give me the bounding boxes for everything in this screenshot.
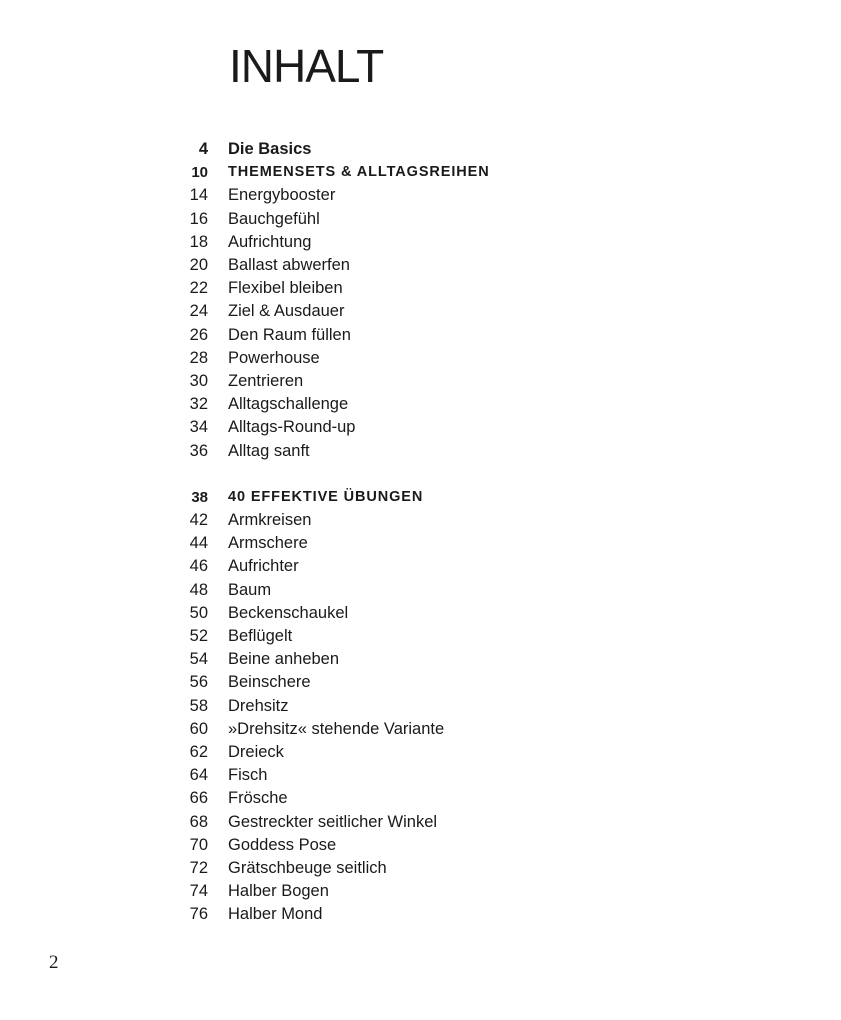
toc-page-number: 30 (189, 371, 208, 390)
toc-entry (170, 602, 690, 625)
toc-page-number: 54 (189, 650, 208, 669)
toc-page-number: 38 (191, 488, 208, 506)
toc-entry-label: Goddess Pose (228, 835, 337, 854)
toc-page-number: 72 (189, 858, 208, 877)
toc-entry-label: Gestreckter seitlicher Winkel (228, 812, 438, 831)
page-title: INHALT (229, 40, 384, 92)
toc-entry (170, 300, 690, 323)
toc-entry-label: Grätschbeuge seitlich (228, 858, 387, 877)
toc-entry (170, 416, 690, 439)
toc-entry (170, 347, 690, 370)
toc-entry (170, 648, 690, 671)
toc-page-number: 62 (189, 742, 208, 761)
toc-entry (170, 555, 690, 578)
toc-entry (170, 439, 690, 462)
toc-page-number: 66 (189, 789, 208, 808)
toc-entry-die-basics (170, 138, 690, 161)
toc-entry-label: Alltagschallenge (228, 395, 349, 414)
toc-page-number: 20 (189, 256, 208, 275)
toc-entry-label: Halber Bogen (228, 882, 329, 901)
toc-entry-label: Powerhouse (228, 348, 320, 367)
toc-page-number: 28 (189, 348, 208, 367)
toc-page-number: 32 (189, 395, 208, 414)
toc-entry-label: Beine anheben (228, 650, 340, 669)
toc-entry (170, 370, 690, 393)
toc-entry-label: Energybooster (228, 186, 336, 205)
toc-entry (170, 695, 690, 718)
toc-entry-label: Alltags-Round-up (228, 418, 356, 437)
page-number: 2 (49, 952, 59, 973)
toc-page-number: 44 (189, 534, 208, 553)
toc-entry-label: Zentrieren (228, 371, 304, 390)
toc-entry-label: Beflügelt (228, 627, 293, 646)
toc-page-number: 60 (189, 719, 208, 738)
toc-entry-label: Beinschere (228, 673, 311, 692)
toc-entry (170, 231, 690, 254)
toc-page-number: 50 (189, 603, 208, 622)
toc-page-number: 56 (189, 673, 208, 692)
toc-section-label: 40 EFFEKTIVE ÜBUNGEN (228, 488, 424, 505)
toc-entry (170, 532, 690, 555)
toc-page-number: 18 (189, 232, 208, 251)
toc-page-number: 52 (189, 627, 208, 646)
toc-page-number: 10 (191, 164, 208, 182)
section-spacer (170, 463, 690, 486)
toc-entry (170, 208, 690, 231)
toc-entry (170, 718, 690, 741)
toc-page-number: 26 (189, 325, 208, 344)
toc-entry (170, 857, 690, 880)
toc-entry (170, 903, 690, 926)
toc-entry-label: Bauchgefühl (228, 209, 320, 228)
toc-page-number: 64 (189, 766, 208, 785)
toc-entry-label: Drehsitz (228, 696, 289, 715)
toc-entry-label: Baum (228, 580, 272, 599)
toc-page-number: 22 (189, 279, 208, 298)
toc-page-number: 24 (189, 302, 208, 321)
toc-section-label: THEMENSETS & ALLTAGSREIHEN (228, 164, 490, 181)
toc-entry-label: Halber Mond (228, 905, 323, 924)
toc-entry (170, 625, 690, 648)
toc-entry-label: Flexibel bleiben (228, 279, 343, 298)
toc-entry (170, 764, 690, 787)
toc-entry-label: Die Basics (228, 140, 312, 159)
toc-entry-label: Den Raum füllen (228, 325, 351, 344)
toc-entry (170, 787, 690, 810)
toc-page-number: 74 (189, 882, 208, 901)
toc-page-number: 16 (189, 209, 208, 228)
toc-entry-label: Armschere (228, 534, 308, 553)
toc-entry-label: Beckenschaukel (228, 603, 349, 622)
toc-entry-label: Aufrichter (228, 557, 299, 576)
toc-page-number: 48 (189, 580, 208, 599)
toc-entry-label: Alltag sanft (228, 441, 310, 460)
table-of-contents (170, 138, 690, 926)
toc-section-themensets (170, 161, 690, 184)
toc-page-number: 68 (189, 812, 208, 831)
toc-section-uebungen (170, 486, 690, 509)
toc-entry-label: Aufrichtung (228, 232, 312, 251)
toc-entry-label: Ballast abwerfen (228, 256, 350, 275)
toc-entry (170, 277, 690, 300)
toc-entry-label: »Drehsitz« stehende Variante (228, 719, 445, 738)
toc-entry (170, 880, 690, 903)
toc-entry (170, 579, 690, 602)
toc-entry (170, 324, 690, 347)
toc-page-number: 36 (189, 441, 208, 460)
toc-page-number: 34 (189, 418, 208, 437)
toc-entry (170, 834, 690, 857)
toc-entry-label: Frösche (228, 789, 288, 808)
toc-entry (170, 393, 690, 416)
toc-page-number: 76 (189, 905, 208, 924)
toc-entry (170, 671, 690, 694)
toc-page-number: 58 (189, 696, 208, 715)
toc-entry (170, 741, 690, 764)
toc-entry-label: Dreieck (228, 742, 284, 761)
toc-entry-label: Armkreisen (228, 511, 312, 530)
toc-page-number: 14 (189, 186, 208, 205)
toc-entry-label: Fisch (228, 766, 268, 785)
toc-entry (170, 184, 690, 207)
toc-entry (170, 810, 690, 833)
toc-page-number: 70 (189, 835, 208, 854)
toc-page-number: 42 (189, 511, 208, 530)
toc-entry-label: Ziel & Ausdauer (228, 302, 345, 321)
toc-entry (170, 509, 690, 532)
toc-page-number: 4 (198, 140, 208, 159)
toc-entry (170, 254, 690, 277)
toc-page-number: 46 (189, 557, 208, 576)
